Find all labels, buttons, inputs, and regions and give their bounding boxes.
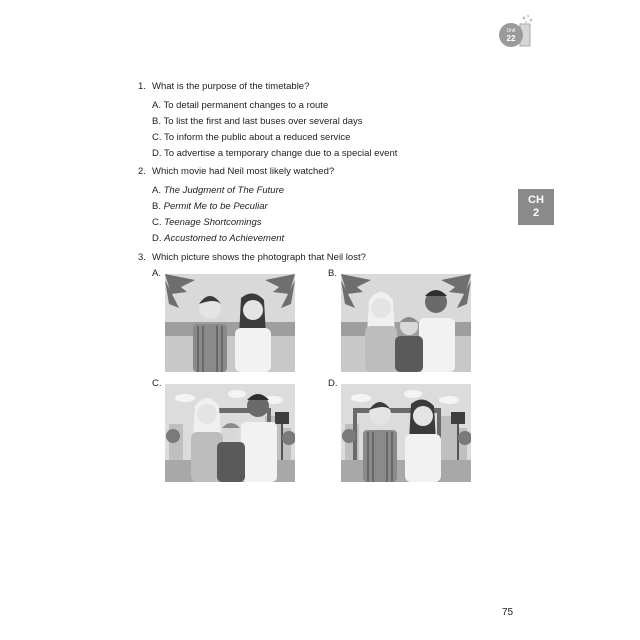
page-number: 75 [502,607,514,618]
question-3 [138,252,366,263]
bus-stop-sign-icon [451,412,465,424]
question-number: 1. [138,81,146,92]
person-woman-blonde [365,292,397,372]
option-d: D. To advertise a temporary change due to a special event [152,148,398,159]
picture-d[interactable] [341,384,471,482]
question-number: 3. [138,252,146,263]
picture-label-c: C. [152,378,162,389]
option-a: A. The Judgment of The Future [152,185,285,196]
picture-b[interactable] [341,274,471,372]
picture-label-b: B. [328,268,337,279]
option-b: B. Permit Me to be Peculiar [152,201,268,212]
unit-number: 22 [506,34,516,43]
option-a: A. To detail permanent changes to a route [152,100,329,111]
option-d: D. Accustomed to Achievement [152,233,285,244]
option-c: C. Teenage Shortcomings [152,217,262,228]
chapter-tab-number: 2 [532,207,540,219]
picture-label-d: D. [328,378,338,389]
unit-badge [496,12,536,52]
question-number: 2. [138,166,146,177]
chapter-tab [518,189,554,225]
option-b: B. To list the first and last buses over several days [152,116,363,127]
picture-c[interactable] [165,384,295,482]
bus-stop-sign-icon [275,412,289,424]
chapter-tab-label: CH [528,194,544,206]
question-text: Which movie had Neil most likely watched? [152,166,335,177]
question-text: Which picture shows the photograph that Neil lost? [152,252,366,263]
unit-word: Unit [506,28,516,34]
picture-a[interactable] [165,274,295,372]
picture-label-a: A. [152,268,161,279]
question-text: What is the purpose of the timetable? [152,81,310,92]
question-1 [138,81,397,162]
question-2 [138,166,334,247]
option-c: C. To inform the public about a reduced service [152,132,351,143]
